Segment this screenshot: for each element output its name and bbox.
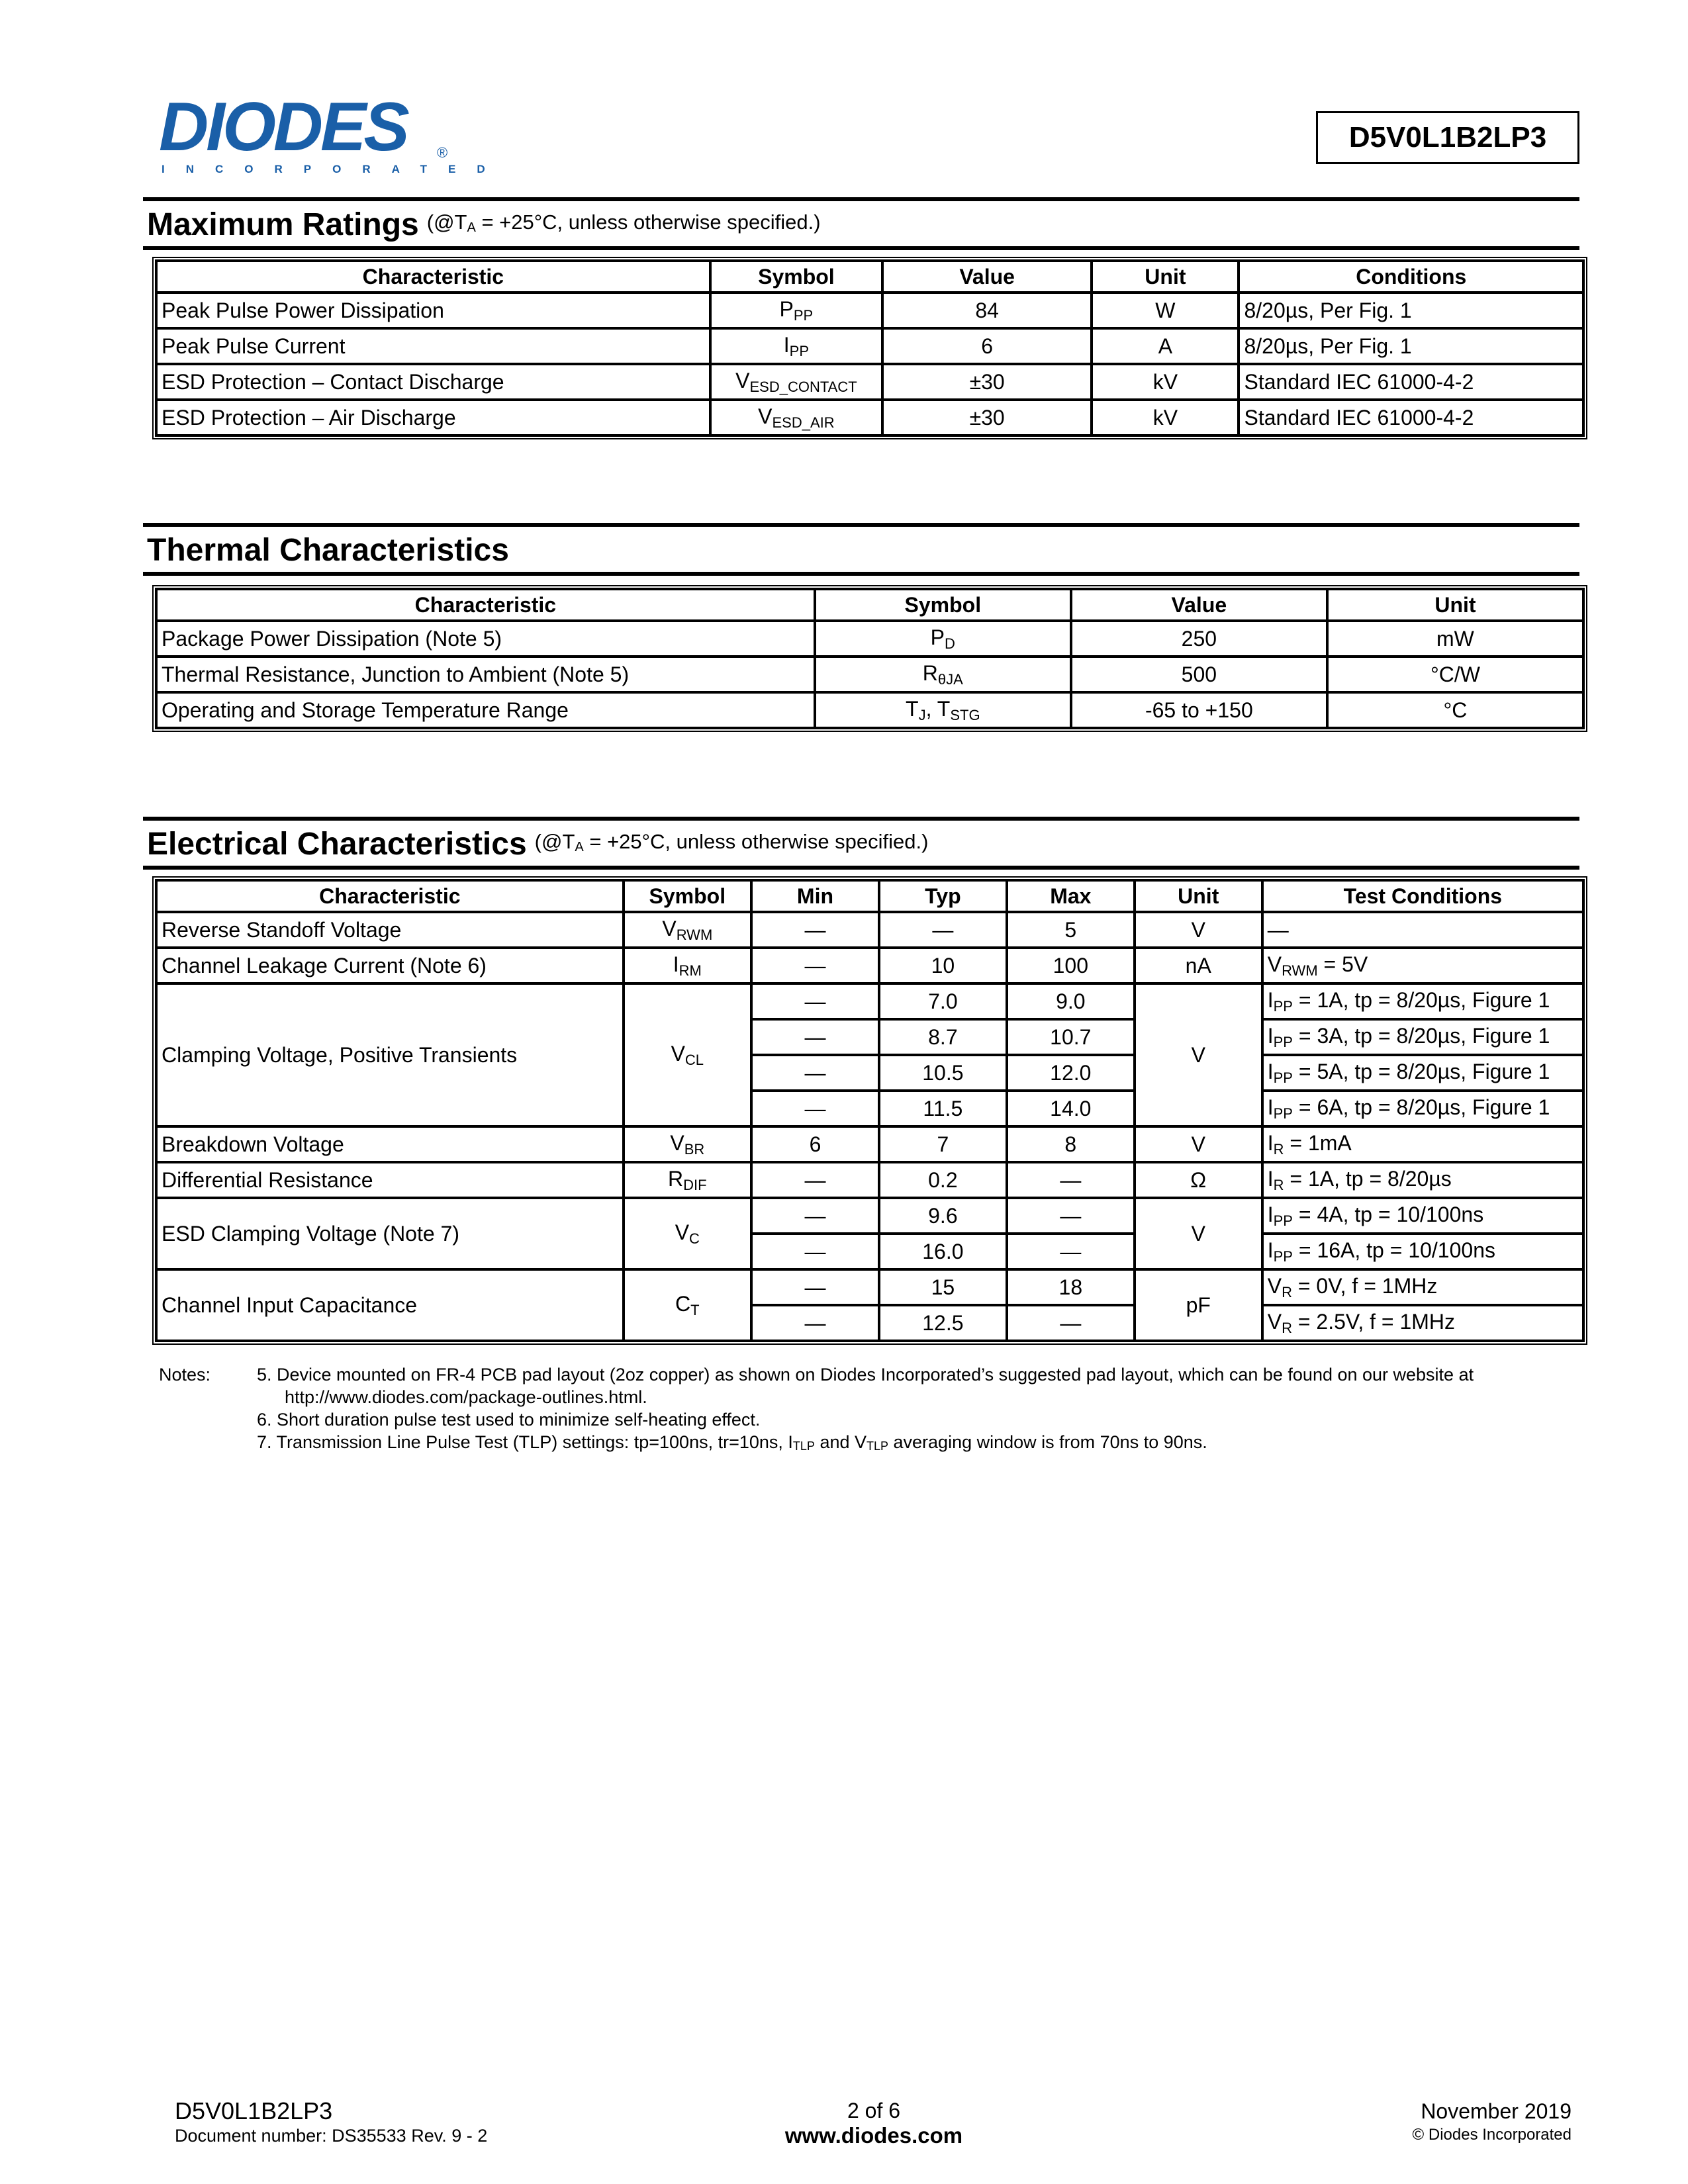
typ-cell: 10 [879, 948, 1007, 983]
min-cell: — [751, 1305, 879, 1341]
min-cell: — [751, 912, 879, 948]
notes-label: Notes: [159, 1365, 211, 1385]
conditions-cell: $I_{PP} = 3A$, tp = 8/20µs, Figure 1 [1262, 1019, 1583, 1055]
value-cell: -65 to +150 [1071, 692, 1327, 728]
symbol-cell: $T_J$, $T_{STG}$ [815, 692, 1071, 728]
symbol-cell: $R_{\theta JA}$ [815, 657, 1071, 692]
max-cell: — [1007, 1305, 1135, 1341]
characteristic-cell: Reverse Standoff Voltage [156, 912, 624, 948]
conditions-cell: $I_{PP} = 6A$, tp = 8/20µs, Figure 1 [1262, 1091, 1583, 1126]
typ-cell: 8.7 [879, 1019, 1007, 1055]
column-header: Min [751, 880, 879, 912]
min-cell: — [751, 948, 879, 983]
value-cell: 250 [1071, 621, 1327, 657]
section-header [143, 523, 1579, 576]
max-cell: 14.0 [1007, 1091, 1135, 1126]
symbol-cell: $V_{RWM}$ [624, 912, 751, 948]
conditions-cell: 8/20µs, Per Fig. 1 [1239, 293, 1583, 328]
symbol-cell: $I_{PP}$ [710, 328, 882, 364]
value-cell: 6 [882, 328, 1092, 364]
typ-cell: 10.5 [879, 1055, 1007, 1091]
max-cell: — [1007, 1234, 1135, 1269]
min-cell: 6 [751, 1126, 879, 1162]
unit-cell: °C/W [1327, 657, 1583, 692]
section-conditions: ($@T_A = +25^\circ C$, unless otherwise specified.) [426, 210, 821, 235]
characteristic-cell: Peak Pulse Current [156, 328, 710, 364]
page-number: 2 of 6 [847, 2099, 901, 2122]
unit-cell: pF [1135, 1269, 1262, 1341]
conditions-cell: $I_{PP} = 4A$, tp = 10/100ns [1262, 1198, 1583, 1234]
unit-cell: V [1135, 983, 1262, 1126]
conditions-cell: Standard IEC 61000-4-2 [1239, 400, 1583, 435]
table-header-row [156, 589, 1583, 621]
table-row [156, 948, 1583, 983]
footer-document-number: Document number: DS35533 Rev. 9 - 2 [175, 2126, 488, 2146]
typ-cell: 11.5 [879, 1091, 1007, 1126]
symbol-cell: $V_{BR}$ [624, 1126, 751, 1162]
characteristic-cell: Thermal Resistance, Junction to Ambient (Note 5) [156, 657, 815, 692]
table-row [156, 1162, 1583, 1198]
table-row [156, 657, 1583, 692]
column-header: Unit [1092, 261, 1239, 293]
section-title: Maximum Ratings [147, 207, 419, 242]
table-row [156, 692, 1583, 728]
section-header [143, 817, 1579, 870]
min-cell: — [751, 1234, 879, 1269]
conditions-cell: $I_{PP} = 5A$, tp = 8/20µs, Figure 1 [1262, 1055, 1583, 1091]
diodes-logo [159, 89, 506, 175]
typ-cell: 7.0 [879, 983, 1007, 1019]
conditions-cell: $V_{RWM} = 5V$ [1262, 948, 1583, 983]
note-5: 5. Device mounted on FR-4 PCB pad layout (2oz copper) as shown on Diodes Incorporated’s suggested pad layout, which can be found on our website at [257, 1365, 1474, 1385]
conditions-cell: $V_R = 0V$, f = 1MHz [1262, 1269, 1583, 1305]
conditions-cell: $I_R = 1mA$ [1262, 1126, 1583, 1162]
unit-cell: V [1135, 1126, 1262, 1162]
conditions-cell: $I_R = 1A$, tp = 8/20µs [1262, 1162, 1583, 1198]
typ-cell: 7 [879, 1126, 1007, 1162]
section-title: Electrical Characteristics [147, 827, 527, 862]
typ-cell: 12.5 [879, 1305, 1007, 1341]
symbol-cell: $C_T$ [624, 1269, 751, 1341]
footer-date: November 2019 [1421, 2099, 1571, 2123]
max-cell: 12.0 [1007, 1055, 1135, 1091]
typ-cell: 9.6 [879, 1198, 1007, 1234]
column-header: Symbol [815, 589, 1071, 621]
conditions-cell: $V_R = 2.5V$, f = 1MHz [1262, 1305, 1583, 1341]
unit-cell: kV [1092, 400, 1239, 435]
table-header-row [156, 261, 1583, 293]
website-link[interactable]: www.diodes.com [784, 2123, 963, 2148]
max-cell: 10.7 [1007, 1019, 1135, 1055]
table-row [156, 1198, 1583, 1234]
typ-cell: — [879, 912, 1007, 948]
unit-cell: kV [1092, 364, 1239, 400]
max-cell: — [1007, 1162, 1135, 1198]
characteristic-cell: Breakdown Voltage [156, 1126, 624, 1162]
section-title: Thermal Characteristics [147, 533, 509, 568]
unit-cell: Ω [1135, 1162, 1262, 1198]
max-cell: 100 [1007, 948, 1135, 983]
value-cell: 84 [882, 293, 1092, 328]
symbol-cell: $P_{PP}$ [710, 293, 882, 328]
symbol-cell: $V_C$ [624, 1198, 751, 1269]
value-cell: 500 [1071, 657, 1327, 692]
min-cell: — [751, 983, 879, 1019]
value-cell: ±30 [882, 400, 1092, 435]
logo-subtitle: INCORPORATED [162, 163, 506, 175]
table-row [156, 1126, 1583, 1162]
column-header: Typ [879, 880, 1007, 912]
unit-cell: V [1135, 1198, 1262, 1269]
footer-right [1413, 2099, 1571, 2147]
characteristic-cell: Package Power Dissipation (Note 5) [156, 621, 815, 657]
note-5-link[interactable]: http://www.diodes.com/package-outlines.html. [285, 1387, 647, 1407]
unit-cell: °C [1327, 692, 1583, 728]
unit-cell: A [1092, 328, 1239, 364]
column-header: Max [1007, 880, 1135, 912]
min-cell: — [751, 1162, 879, 1198]
part-number-box: D5V0L1B2LP3 [1316, 111, 1579, 164]
table-row [156, 293, 1583, 328]
table-row [156, 328, 1583, 364]
column-header: Characteristic [156, 261, 710, 293]
table-row [156, 1269, 1583, 1305]
thermal-table [152, 585, 1587, 732]
footer-left [175, 2098, 487, 2147]
column-header: Characteristic [156, 589, 815, 621]
column-header: Test Conditions [1262, 880, 1583, 912]
min-cell: — [751, 1019, 879, 1055]
max-cell: 5 [1007, 912, 1135, 948]
conditions-cell: — [1262, 912, 1583, 948]
unit-cell: nA [1135, 948, 1262, 983]
characteristic-cell: Peak Pulse Power Dissipation [156, 293, 710, 328]
column-header: Conditions [1239, 261, 1583, 293]
max-cell: 8 [1007, 1126, 1135, 1162]
symbol-cell: $V_{ESD\_AIR}$ [710, 400, 882, 435]
table-header-row [156, 880, 1583, 912]
section-conditions: ($@T_A = +25^\circ C$, unless otherwise specified.) [534, 830, 929, 854]
conditions-cell: 8/20µs, Per Fig. 1 [1239, 328, 1583, 364]
column-header: Symbol [710, 261, 882, 293]
conditions-cell: $I_{PP} = 1A$, tp = 8/20µs, Figure 1 [1262, 983, 1583, 1019]
table-row [156, 912, 1583, 948]
max-cell: 18 [1007, 1269, 1135, 1305]
table-row [156, 364, 1583, 400]
min-cell: — [751, 1091, 879, 1126]
note-7: 7. Transmission Line Pulse Test (TLP) settings: tp=100ns, tr=10ns, $I_{TLP}$ and $V_{TLP}$ averaging window is from 70ns to 90ns. [257, 1432, 1207, 1453]
characteristic-cell: Channel Input Capacitance [156, 1269, 624, 1341]
footer-center [728, 2098, 1019, 2148]
electrical-section [143, 817, 1579, 1345]
column-header: Unit [1135, 880, 1262, 912]
min-cell: — [751, 1055, 879, 1091]
max-ratings-table [152, 257, 1587, 439]
symbol-cell: $V_{CL}$ [624, 983, 751, 1126]
thermal-section [143, 523, 1579, 732]
column-header: Characteristic [156, 880, 624, 912]
min-cell: — [751, 1198, 879, 1234]
unit-cell: W [1092, 293, 1239, 328]
column-header: Unit [1327, 589, 1583, 621]
logo-wordmark: DIODES [159, 89, 407, 165]
min-cell: — [751, 1269, 879, 1305]
characteristic-cell: Channel Leakage Current (Note 6) [156, 948, 624, 983]
characteristic-cell: Differential Resistance [156, 1162, 624, 1198]
footer-copyright: © Diodes Incorporated [1412, 2126, 1571, 2144]
max-ratings-section [143, 197, 1579, 439]
typ-cell: 16.0 [879, 1234, 1007, 1269]
column-header: Value [882, 261, 1092, 293]
electrical-table [152, 876, 1587, 1345]
conditions-cell: $I_{PP} = 16A$, tp = 10/100ns [1262, 1234, 1583, 1269]
symbol-cell: $V_{ESD\_CONTACT}$ [710, 364, 882, 400]
symbol-cell: $I_{RM}$ [624, 948, 751, 983]
max-cell: — [1007, 1198, 1135, 1234]
characteristic-cell: Clamping Voltage, Positive Transients [156, 983, 624, 1126]
column-header: Value [1071, 589, 1327, 621]
note-6: 6. Short duration pulse test used to minimize self-heating effect. [257, 1410, 761, 1430]
characteristic-cell: ESD Protection – Air Discharge [156, 400, 710, 435]
symbol-cell: $P_D$ [815, 621, 1071, 657]
characteristic-cell: Operating and Storage Temperature Range [156, 692, 815, 728]
registered-icon: ® [437, 144, 448, 161]
characteristic-cell: ESD Clamping Voltage (Note 7) [156, 1198, 624, 1269]
unit-cell: mW [1327, 621, 1583, 657]
table-row [156, 400, 1583, 435]
notes-block [159, 1363, 1575, 1457]
characteristic-cell: ESD Protection – Contact Discharge [156, 364, 710, 400]
max-cell: 9.0 [1007, 983, 1135, 1019]
table-row [156, 621, 1583, 657]
value-cell: ±30 [882, 364, 1092, 400]
column-header: Symbol [624, 880, 751, 912]
unit-cell: V [1135, 912, 1262, 948]
typ-cell: 0.2 [879, 1162, 1007, 1198]
section-header [143, 197, 1579, 250]
conditions-cell: Standard IEC 61000-4-2 [1239, 364, 1583, 400]
table-row [156, 983, 1583, 1019]
symbol-cell: $R_{DIF}$ [624, 1162, 751, 1198]
typ-cell: 15 [879, 1269, 1007, 1305]
footer-part-number: D5V0L1B2LP3 [175, 2097, 333, 2124]
